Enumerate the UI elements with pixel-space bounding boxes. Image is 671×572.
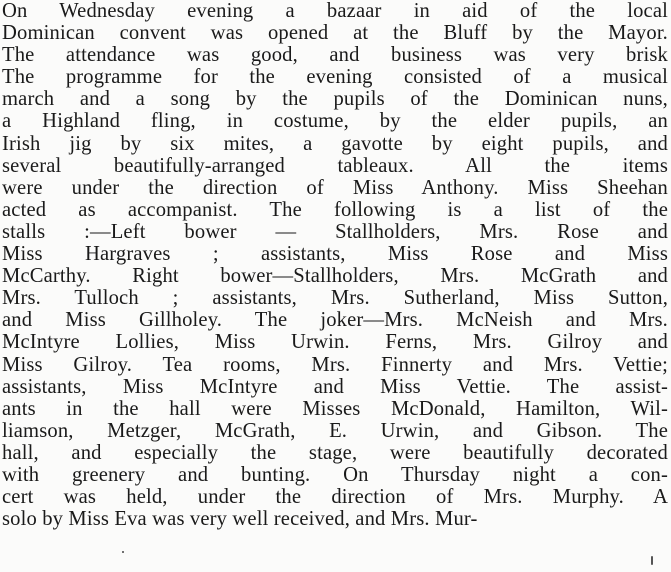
- article-line-13: McCarthy. Right bower—Stallholders, Mrs. McGrath and: [2, 265, 668, 288]
- print-speck: [651, 556, 653, 565]
- article-line-4: The programme for the evening consisted of a musical: [2, 66, 668, 89]
- article-line-24: solo by Miss Eva was very well received, and Mrs. Mur-: [2, 508, 478, 531]
- print-speck: [122, 551, 124, 553]
- article-line-10: acted as accompanist. The following is a list of the: [2, 198, 668, 221]
- article-line-14: Mrs. Tulloch ; assistants, Mrs. Sutherland, Miss Sutton,: [2, 287, 668, 310]
- article-line-3: The attendance was good, and business was very brisk: [2, 44, 668, 67]
- article-line-2: Dominican convent was opened at the Bluff by the Mayor.: [2, 22, 668, 45]
- article-line-23: cert was held, under the direction of Mrs. Murphy. A: [2, 486, 668, 509]
- article-line-1: On Wednesday evening a bazaar in aid of the local: [2, 0, 668, 22]
- article-line-12: Miss Hargraves ; assistants, Miss Rose and Miss: [2, 243, 668, 266]
- article-line-17: Miss Gilroy. Tea rooms, Mrs. Finnerty and Mrs. Vettie;: [2, 353, 668, 376]
- article-line-22: with greenery and bunting. On Thursday night a con-: [2, 463, 668, 486]
- article-line-20: liamson, Metzger, McGrath, E. Urwin, and Gibson. The: [2, 419, 668, 442]
- article-line-21: hall, and especially the stage, were beautifully decorated: [2, 441, 668, 464]
- article-line-7: Irish jig by six mites, a gavotte by eight pupils, and: [2, 132, 668, 155]
- article-line-5: march and a song by the pupils of the Dominican nuns,: [2, 88, 668, 111]
- article-line-18: assistants, Miss McIntyre and Miss Vettie. The assist-: [2, 375, 668, 398]
- article-line-15: and Miss Gillholey. The joker—Mrs. McNeish and Mrs.: [2, 309, 668, 332]
- article-line-6: a Highland fling, in costume, by the elder pupils, an: [2, 110, 668, 133]
- article-line-16: McIntyre Lollies, Miss Urwin. Ferns, Mrs. Gilroy and: [2, 331, 668, 354]
- article-line-19: ants in the hall were Misses McDonald, Hamilton, Wil-: [2, 397, 668, 420]
- article-text: [2, 0, 668, 530]
- article-line-9: were under the direction of Miss Anthony. Miss Sheehan: [2, 176, 668, 199]
- article-line-11: stalls :—Left bower — Stallholders, Mrs. Rose and: [2, 220, 668, 243]
- article-line-8: several beautifully-arranged tableaux. All the items: [2, 154, 668, 177]
